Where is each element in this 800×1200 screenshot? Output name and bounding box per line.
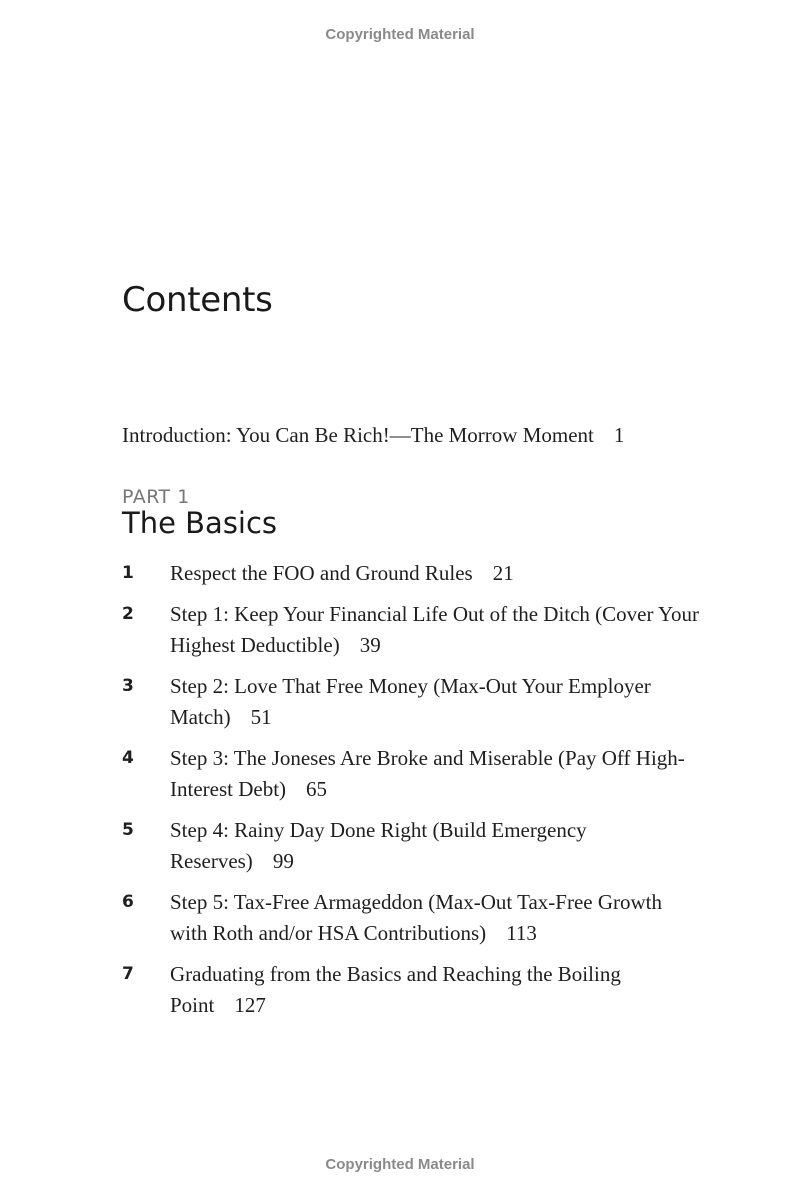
copyright-watermark-top: Copyrighted Material <box>325 26 475 43</box>
chapter-title-wrap <box>170 599 702 661</box>
chapter-title: Step 4: Rainy Day Done Right (Build Emergency Reserves) <box>170 818 587 873</box>
chapter-title-wrap <box>170 959 702 1021</box>
chapter-entry[interactable] <box>122 599 702 661</box>
chapter-page-number: 113 <box>506 921 537 945</box>
chapter-title: Step 5: Tax-Free Armageddon (Max-Out Tax-Free Growth with Roth and/or HSA Contributions) <box>170 890 663 945</box>
chapter-entry[interactable] <box>122 887 702 949</box>
chapter-number: 5 <box>122 820 134 840</box>
chapter-page-number: 65 <box>306 777 328 801</box>
chapter-title: Step 1: Keep Your Financial Life Out of the Ditch (Cover Your Highest Deductible) <box>170 602 700 657</box>
chapter-title: Step 3: The Joneses Are Broke and Miserable (Pay Off High-Interest Debt) <box>170 746 685 801</box>
chapter-list <box>122 558 702 1021</box>
chapter-number: 6 <box>122 892 134 912</box>
copyright-watermark-bottom: Copyrighted Material <box>325 1156 475 1173</box>
chapter-title: Step 2: Love That Free Money (Max-Out Your Employer Match) <box>170 674 651 729</box>
chapter-title-wrap <box>170 743 702 805</box>
introduction-page-number: 1 <box>613 423 625 447</box>
chapter-page-number: 51 <box>250 705 272 729</box>
chapter-title-wrap <box>170 671 702 733</box>
chapter-title-wrap <box>170 887 702 949</box>
chapter-title-wrap <box>170 815 702 877</box>
chapter-number: 2 <box>122 604 134 624</box>
chapter-page-number: 21 <box>492 561 514 585</box>
chapter-entry[interactable] <box>122 815 702 877</box>
chapter-entry[interactable] <box>122 743 702 805</box>
chapter-title: Graduating from the Basics and Reaching the Boiling Point <box>170 962 621 1017</box>
part-label: PART 1 <box>122 486 190 508</box>
part-title: The Basics <box>122 506 278 540</box>
chapter-title-wrap <box>170 558 702 589</box>
chapter-entry[interactable] <box>122 959 702 1021</box>
chapter-entry[interactable] <box>122 558 702 589</box>
chapter-number: 7 <box>122 964 134 984</box>
chapter-number: 3 <box>122 676 134 696</box>
chapter-entry[interactable] <box>122 671 702 733</box>
introduction-title: Introduction: You Can Be Rich!—The Morrow Moment <box>122 423 594 447</box>
contents-heading: Contents <box>122 280 273 320</box>
chapter-number: 4 <box>122 748 134 768</box>
chapter-page-number: 99 <box>272 849 294 873</box>
chapter-title: Respect the FOO and Ground Rules <box>170 561 473 585</box>
chapter-page-number: 39 <box>359 633 381 657</box>
chapter-page-number: 127 <box>234 993 266 1017</box>
introduction-entry[interactable] <box>122 423 722 448</box>
chapter-number: 1 <box>122 563 134 583</box>
